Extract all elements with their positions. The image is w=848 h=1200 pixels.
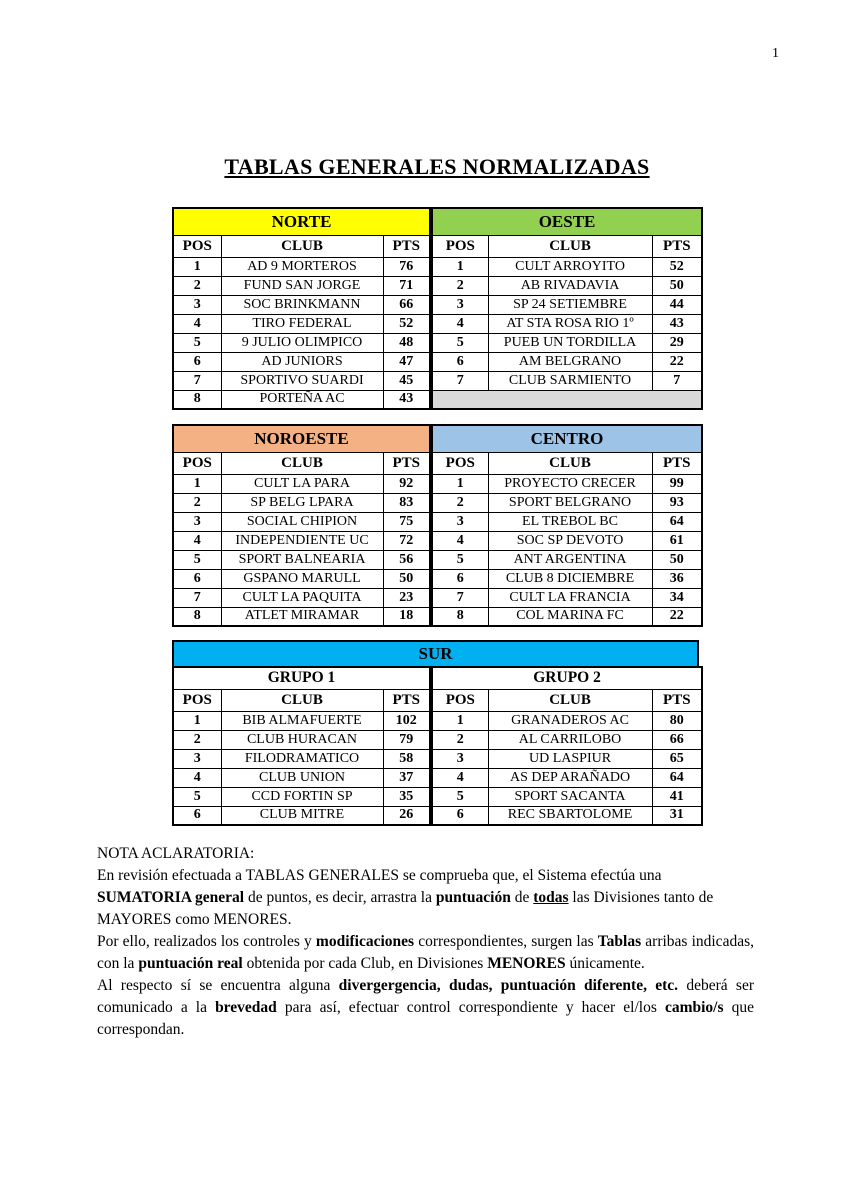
pts-cell: 47: [383, 352, 430, 371]
pts-cell: 76: [383, 257, 430, 276]
pos-cell: 5: [173, 333, 221, 352]
club-cell: SPORT SACANTA: [488, 787, 652, 806]
pos-cell: 1: [173, 257, 221, 276]
table-row: [173, 588, 430, 607]
nota-paragraph-1: [97, 865, 754, 931]
empty-filler-row: [432, 390, 702, 409]
col-header-pts: PTS: [652, 452, 702, 474]
column-header-row: [432, 452, 702, 474]
text-segment: En revisión efectuada a TABLAS GENERALES se comprueba que, el Sistema efectúa una: [97, 867, 662, 884]
pos-cell: 2: [432, 730, 488, 749]
club-cell: ATLET MIRAMAR: [221, 607, 383, 626]
table-row: [173, 787, 430, 806]
pts-cell: 44: [652, 295, 702, 314]
club-cell: CLUB MITRE: [221, 806, 383, 825]
pos-cell: 7: [432, 371, 488, 390]
table-row: [432, 512, 702, 531]
pos-cell: 1: [173, 711, 221, 730]
col-header-pts: PTS: [383, 689, 430, 711]
region-header-centro: CENTRO: [432, 425, 702, 452]
pos-cell: 4: [173, 314, 221, 333]
pts-cell: 48: [383, 333, 430, 352]
club-cell: AS DEP ARAÑADO: [488, 768, 652, 787]
pos-cell: 2: [432, 493, 488, 512]
pts-cell: 7: [652, 371, 702, 390]
table-row: [173, 711, 430, 730]
pos-cell: 7: [432, 588, 488, 607]
text-segment: todas: [533, 889, 569, 906]
pts-cell: 79: [383, 730, 430, 749]
club-cell: SOC SP DEVOTO: [488, 531, 652, 550]
table-row: [432, 257, 702, 276]
centro-table: [431, 424, 703, 627]
pts-cell: 29: [652, 333, 702, 352]
nota-heading: NOTA ACLARATORIA:: [97, 845, 255, 862]
table-row: [173, 531, 430, 550]
club-cell: CLUB 8 DICIEMBRE: [488, 569, 652, 588]
table-row: [432, 474, 702, 493]
club-cell: SP BELG LPARA: [221, 493, 383, 512]
pos-cell: 4: [432, 531, 488, 550]
table-row: [432, 787, 702, 806]
text-segment: Por ello, realizados los controles y: [97, 933, 316, 950]
club-cell: REC SBARTOLOME: [488, 806, 652, 825]
table-row: [432, 730, 702, 749]
pos-cell: 5: [432, 333, 488, 352]
pos-cell: 3: [173, 749, 221, 768]
club-cell: CLUB HURACAN: [221, 730, 383, 749]
table-row: [173, 607, 430, 626]
club-cell: CLUB SARMIENTO: [488, 371, 652, 390]
region-header-row: [173, 208, 430, 235]
table-row: [432, 806, 702, 825]
pts-cell: 80: [652, 711, 702, 730]
pts-cell: 64: [652, 768, 702, 787]
col-header-pos: POS: [432, 452, 488, 474]
text-segment: divergergencia, dudas, puntuación diferente, etc.: [338, 977, 679, 994]
pts-cell: 92: [383, 474, 430, 493]
table-row: [173, 493, 430, 512]
col-header-pos: POS: [432, 235, 488, 257]
group-header-row: [432, 667, 702, 689]
norte-table: [172, 207, 431, 410]
club-cell: SOC BRINKMANN: [221, 295, 383, 314]
pos-cell: 4: [173, 531, 221, 550]
club-cell: BIB ALMAFUERTE: [221, 711, 383, 730]
pts-cell: 58: [383, 749, 430, 768]
pos-cell: 2: [173, 276, 221, 295]
sur-block: [172, 640, 699, 826]
text-segment: modificaciones: [315, 933, 415, 950]
pos-cell: 2: [173, 730, 221, 749]
region-header-norte: NORTE: [173, 208, 430, 235]
region-header-row: [173, 425, 430, 452]
club-cell: AD JUNIORS: [221, 352, 383, 371]
pts-cell: 71: [383, 276, 430, 295]
col-header-club: CLUB: [488, 689, 652, 711]
club-cell: GRANADEROS AC: [488, 711, 652, 730]
pts-cell: 26: [383, 806, 430, 825]
nota-paragraph-3: [97, 975, 754, 1041]
region-header-row: [432, 208, 702, 235]
text-segment: arribas indicadas, con la: [97, 933, 754, 972]
pos-cell: 1: [432, 711, 488, 730]
pts-cell: 61: [652, 531, 702, 550]
club-cell: GSPANO MARULL: [221, 569, 383, 588]
pts-cell: 50: [652, 276, 702, 295]
club-cell: PORTEÑA AC: [221, 390, 383, 409]
text-segment: cambio/s: [664, 999, 724, 1016]
pts-cell: 50: [383, 569, 430, 588]
club-cell: INDEPENDIENTE UC: [221, 531, 383, 550]
sur-groups: [172, 666, 699, 826]
table-row: [432, 333, 702, 352]
region-header-row: [432, 425, 702, 452]
pos-cell: 3: [432, 512, 488, 531]
pos-cell: 1: [432, 474, 488, 493]
text-segment: puntuación real: [138, 955, 243, 972]
table-row: [173, 569, 430, 588]
club-cell: CULT LA FRANCIA: [488, 588, 652, 607]
noroeste-centro-block: [172, 424, 703, 627]
pts-cell: 52: [383, 314, 430, 333]
table-row: [173, 768, 430, 787]
club-cell: AL CARRILOBO: [488, 730, 652, 749]
club-cell: TIRO FEDERAL: [221, 314, 383, 333]
pos-cell: 6: [432, 806, 488, 825]
text-segment: Tablas: [597, 933, 642, 950]
table-row: [432, 295, 702, 314]
text-segment: MENORES: [487, 955, 566, 972]
oeste-table: [431, 207, 703, 410]
pos-cell: 2: [432, 276, 488, 295]
table-row: [173, 257, 430, 276]
col-header-club: CLUB: [488, 452, 652, 474]
column-header-row: [432, 235, 702, 257]
table-row: [432, 371, 702, 390]
table-row: [432, 749, 702, 768]
region-header-sur: SUR: [172, 640, 699, 666]
pos-cell: 6: [432, 352, 488, 371]
pts-cell: 43: [383, 390, 430, 409]
table-row: [432, 493, 702, 512]
table-row: [173, 512, 430, 531]
pos-cell: 8: [432, 607, 488, 626]
region-header-oeste: OESTE: [432, 208, 702, 235]
text-segment: para así, efectuar control correspondiente y hacer el/los: [276, 999, 665, 1016]
pts-cell: 52: [652, 257, 702, 276]
pts-cell: 93: [652, 493, 702, 512]
group-header-row: [173, 667, 430, 689]
club-cell: CULT LA PARA: [221, 474, 383, 493]
club-cell: EL TREBOL BC: [488, 512, 652, 531]
table-row: [432, 569, 702, 588]
pos-cell: 1: [432, 257, 488, 276]
table-row: [173, 295, 430, 314]
pts-cell: 22: [652, 607, 702, 626]
table-row: [173, 749, 430, 768]
col-header-pos: POS: [173, 452, 221, 474]
pos-cell: 1: [173, 474, 221, 493]
text-segment: Al respecto sí se encuentra alguna: [97, 977, 339, 994]
table-row: [432, 276, 702, 295]
text-segment: SUMATORIA general: [97, 889, 245, 906]
club-cell: COL MARINA FC: [488, 607, 652, 626]
club-cell: PROYECTO CRECER: [488, 474, 652, 493]
table-row: [173, 352, 430, 371]
pos-cell: 6: [432, 569, 488, 588]
col-header-pos: POS: [173, 689, 221, 711]
sur-grupo2-table: [431, 666, 703, 826]
club-cell: FILODRAMATICO: [221, 749, 383, 768]
club-cell: AB RIVADAVIA: [488, 276, 652, 295]
club-cell: AD 9 MORTEROS: [221, 257, 383, 276]
col-header-club: CLUB: [221, 689, 383, 711]
text-segment: brevedad: [215, 999, 277, 1016]
club-cell: SPORT BALNEARIA: [221, 550, 383, 569]
club-cell: CLUB UNION: [221, 768, 383, 787]
pts-cell: 31: [652, 806, 702, 825]
column-header-row: [173, 689, 430, 711]
table-row: [432, 352, 702, 371]
pts-cell: 45: [383, 371, 430, 390]
club-cell: 9 JULIO OLIMPICO: [221, 333, 383, 352]
table-row: [173, 474, 430, 493]
column-header-row: [432, 689, 702, 711]
group-header-grupo1: GRUPO 1: [173, 667, 430, 689]
pts-cell: 50: [652, 550, 702, 569]
pos-cell: 7: [173, 371, 221, 390]
empty-filler-cell: [432, 390, 702, 409]
pos-cell: 5: [432, 550, 488, 569]
text-segment: que correspondan.: [97, 999, 754, 1038]
col-header-pos: POS: [432, 689, 488, 711]
pts-cell: 66: [383, 295, 430, 314]
table-row: [173, 730, 430, 749]
pts-cell: 56: [383, 550, 430, 569]
pts-cell: 75: [383, 512, 430, 531]
col-header-pts: PTS: [652, 235, 702, 257]
pts-cell: 35: [383, 787, 430, 806]
page-title: TABLAS GENERALES NORMALIZADAS: [224, 154, 650, 179]
table-row: [432, 588, 702, 607]
text-segment: de puntos, es decir, arrastra la: [244, 889, 436, 906]
pts-cell: 102: [383, 711, 430, 730]
club-cell: UD LASPIUR: [488, 749, 652, 768]
table-row: [432, 768, 702, 787]
pos-cell: 3: [173, 512, 221, 531]
club-cell: AM BELGRANO: [488, 352, 652, 371]
text-segment: las Divisiones tanto de MAYORES como MENORES.: [97, 889, 714, 928]
pos-cell: 2: [173, 493, 221, 512]
sur-grupo1-table: [172, 666, 431, 826]
table-row: [432, 314, 702, 333]
pos-cell: 6: [173, 569, 221, 588]
table-row: [432, 531, 702, 550]
club-cell: FUND SAN JORGE: [221, 276, 383, 295]
column-header-row: [173, 235, 430, 257]
club-cell: ANT ARGENTINA: [488, 550, 652, 569]
club-cell: CCD FORTIN SP: [221, 787, 383, 806]
table-row: [432, 550, 702, 569]
club-cell: SP 24 SETIEMBRE: [488, 295, 652, 314]
club-cell: AT STA ROSA RIO 1º: [488, 314, 652, 333]
page-number: 1: [772, 46, 779, 61]
club-cell: SOCIAL CHIPION: [221, 512, 383, 531]
table-row: [173, 371, 430, 390]
pos-cell: 8: [173, 607, 221, 626]
pts-cell: 36: [652, 569, 702, 588]
norte-oeste-block: [172, 207, 703, 410]
pts-cell: 18: [383, 607, 430, 626]
text-segment: puntuación: [435, 889, 511, 906]
club-cell: CULT ARROYITO: [488, 257, 652, 276]
pts-cell: 34: [652, 588, 702, 607]
pos-cell: 5: [173, 787, 221, 806]
pos-cell: 4: [432, 314, 488, 333]
col-header-pts: PTS: [652, 689, 702, 711]
pos-cell: 3: [173, 295, 221, 314]
pts-cell: 37: [383, 768, 430, 787]
pos-cell: 3: [432, 295, 488, 314]
pts-cell: 41: [652, 787, 702, 806]
club-cell: CULT LA PAQUITA: [221, 588, 383, 607]
pos-cell: 5: [173, 550, 221, 569]
text-segment: obtenida por cada Club, en Divisiones: [242, 955, 488, 972]
pos-cell: 6: [173, 352, 221, 371]
club-cell: SPORTIVO SUARDI: [221, 371, 383, 390]
col-header-club: CLUB: [488, 235, 652, 257]
club-cell: SPORT BELGRANO: [488, 493, 652, 512]
table-row: [432, 607, 702, 626]
text-segment: de: [510, 889, 534, 906]
column-header-row: [173, 452, 430, 474]
table-row: [173, 314, 430, 333]
noroeste-table: [172, 424, 431, 627]
pts-cell: 72: [383, 531, 430, 550]
pts-cell: 65: [652, 749, 702, 768]
text-segment: correspondientes, surgen las: [414, 933, 598, 950]
table-row: [173, 276, 430, 295]
pos-cell: 5: [432, 787, 488, 806]
text-segment: deberá ser comunicado a la: [97, 977, 754, 1016]
table-row: [173, 333, 430, 352]
table-row: [432, 711, 702, 730]
pts-cell: 99: [652, 474, 702, 493]
pos-cell: 4: [432, 768, 488, 787]
pts-cell: 64: [652, 512, 702, 531]
pos-cell: 6: [173, 806, 221, 825]
table-row: [173, 390, 430, 409]
group-header-grupo2: GRUPO 2: [432, 667, 702, 689]
pts-cell: 83: [383, 493, 430, 512]
pos-cell: 8: [173, 390, 221, 409]
table-row: [173, 550, 430, 569]
pts-cell: 66: [652, 730, 702, 749]
table-row: [173, 806, 430, 825]
col-header-pts: PTS: [383, 235, 430, 257]
pts-cell: 23: [383, 588, 430, 607]
col-header-club: CLUB: [221, 235, 383, 257]
nota-section: [97, 843, 754, 1041]
pts-cell: 43: [652, 314, 702, 333]
col-header-pts: PTS: [383, 452, 430, 474]
pos-cell: 3: [432, 749, 488, 768]
pos-cell: 4: [173, 768, 221, 787]
col-header-pos: POS: [173, 235, 221, 257]
col-header-club: CLUB: [221, 452, 383, 474]
pts-cell: 22: [652, 352, 702, 371]
club-cell: PUEB UN TORDILLA: [488, 333, 652, 352]
pos-cell: 7: [173, 588, 221, 607]
region-header-noroeste: NOROESTE: [173, 425, 430, 452]
text-segment: únicamente.: [565, 955, 645, 972]
nota-paragraph-2: [97, 931, 754, 975]
